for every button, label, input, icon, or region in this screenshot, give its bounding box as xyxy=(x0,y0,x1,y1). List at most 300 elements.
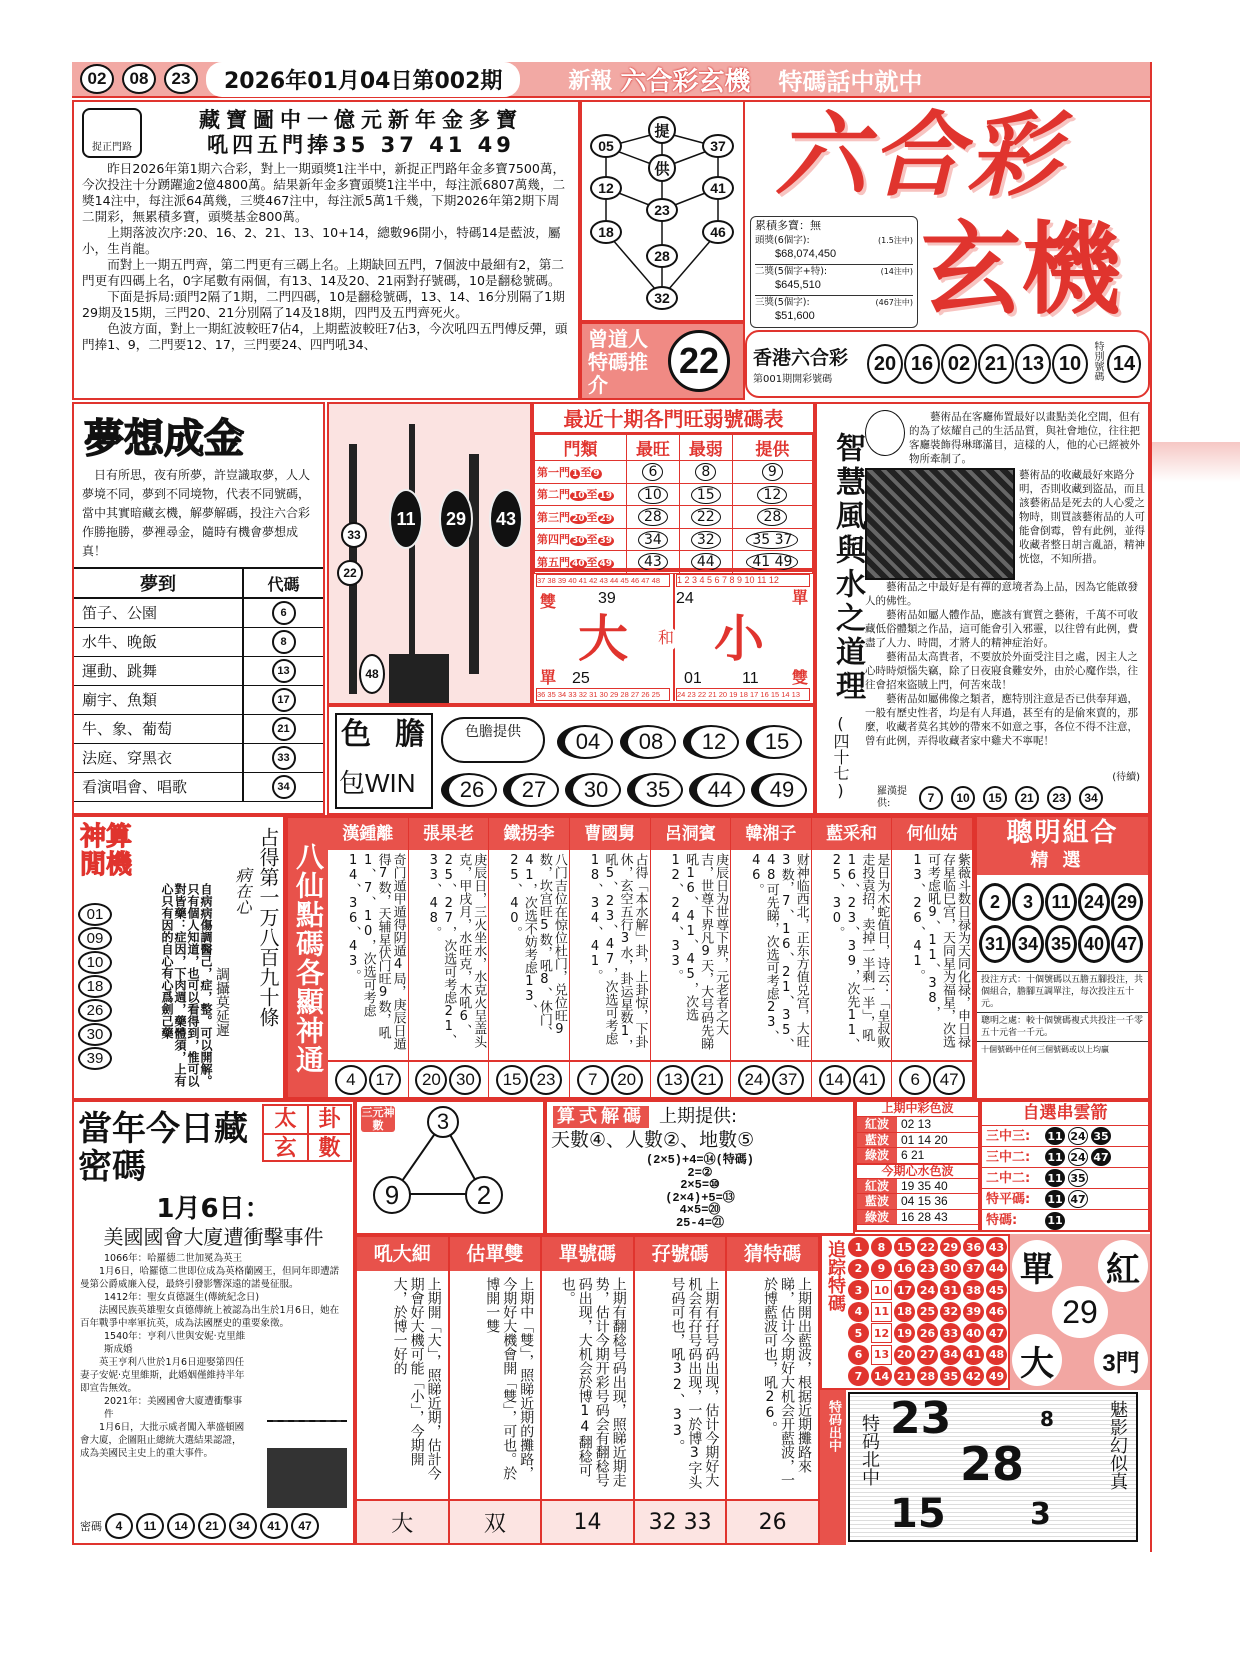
track-ball: 12 xyxy=(871,1323,892,1343)
range-end: 19 xyxy=(599,491,613,502)
combo-row xyxy=(982,1189,1148,1210)
door-name: 第一門 xyxy=(537,465,570,479)
cloud-label: 色膽提供 xyxy=(441,717,545,763)
code-ball: 41 xyxy=(260,1513,288,1539)
table-row xyxy=(74,743,323,772)
combo-ball: 34 xyxy=(1012,925,1044,963)
article-para: 昨日2026年第1期六合彩，對上一期頭獎1注半中，新捉正門路年金多寶7500萬，今次投注十分踴躍逾2億4800萬。結果新年金多寶頭獎1注半中，每注派6807萬幾，二獎14注中，每注派64萬幾，三獎467注中，每注派5萬1千幾，下期2026年第2期下周二開彩，無累積多寶，頭獎基金800萬。 xyxy=(82,161,566,224)
dream-item: 水牛、晚飯 xyxy=(74,627,243,656)
history-para: 1月6日，哈羅德二世即位成為英格蘭國王，但同年即遭諾曼第公爵威廉入侵，最終引發影響深遠的諾曼征服。 xyxy=(80,1266,340,1290)
special-tip-panel xyxy=(580,322,745,400)
triad-ball: 2 xyxy=(465,1176,503,1214)
hot-cell xyxy=(627,528,680,551)
cold-cell xyxy=(679,461,732,484)
track-ball: 33 xyxy=(940,1323,961,1343)
pick-ball: 08 xyxy=(620,725,676,759)
tree-mid-label: 供 xyxy=(648,154,676,182)
combo-ball: 11 xyxy=(1045,1148,1065,1166)
num: 24 xyxy=(676,590,694,607)
cold-number: 8 xyxy=(695,463,716,481)
range-start: 20 xyxy=(572,513,585,524)
wave-numbers: 04 15 36 xyxy=(901,1194,948,1208)
prize-amount: $68,074,450 xyxy=(775,248,837,260)
track-ball: 5 xyxy=(848,1323,869,1343)
wave-label: 紅波 xyxy=(857,1117,897,1132)
result-ball: 13 xyxy=(1015,344,1051,384)
photo-num: 28 xyxy=(960,1437,1025,1491)
photo-collage xyxy=(327,402,532,705)
prize-row xyxy=(755,296,913,327)
track-ball: 47 xyxy=(986,1323,1007,1343)
immortal-text: 庚辰日为世尊下界，元老者之大吉，世尊下界凡9天，大号码先睇吼16、41、45，次选12、24、33。 xyxy=(668,853,729,1050)
combo-ball: 24 xyxy=(1068,1127,1088,1145)
label: 膽 xyxy=(395,717,425,752)
slogan: 特碼話中就中 xyxy=(778,67,923,96)
tip-number: 28 xyxy=(757,508,787,526)
oracle-ball: 10 xyxy=(78,951,112,974)
track-ball: 35 xyxy=(940,1366,961,1386)
immortal-text: 财神临西北，正东方值兑宫，大旺3数，7、16、21、35、48可先睇，次选可考虑23、46。 xyxy=(748,853,809,1051)
immortal-ball: 23 xyxy=(530,1065,562,1095)
section-title: 八仙點碼各顯神通 xyxy=(288,818,328,1097)
range-start: 10 xyxy=(572,491,585,502)
combo-label: 三中二: xyxy=(986,1149,1031,1165)
dream-item: 看演唱會、唱歌 xyxy=(74,772,243,801)
prize-label: 二獎(5個字+特): xyxy=(755,266,828,277)
range-end: 39 xyxy=(599,536,613,547)
door-name: 第三門 xyxy=(537,510,570,524)
collage-ball: 48 xyxy=(359,654,385,694)
slogan: 新報 xyxy=(568,68,613,94)
hot-number: 34 xyxy=(638,531,668,549)
prize-label: 頭獎(6個字): xyxy=(755,235,810,246)
table-row xyxy=(74,714,323,743)
fengshui-article xyxy=(815,402,1150,815)
article-para: 而對上一期五門齊，第二門更有三碼上名。上期缺回五門，7個波中最細有2，第二門更有四碼上名，0字尾數有兩個，有13、14及20、21兩對孖號碼，10是翻稔號碼。 xyxy=(82,257,564,288)
code-ball: 13 xyxy=(272,659,296,683)
combo-title xyxy=(977,817,1148,875)
capitol-illustration xyxy=(267,1420,347,1508)
table-title: 最近十期各門旺弱號碼表 xyxy=(534,404,813,434)
wave-numbers: 19 35 40 xyxy=(901,1178,948,1193)
guess-section xyxy=(355,1235,820,1545)
tip-number: 41 49 xyxy=(746,553,798,571)
range-sep: 至 xyxy=(586,510,598,524)
immortal-ball: 20 xyxy=(415,1065,447,1095)
immortal-name: 曹國舅 xyxy=(570,818,650,850)
result-ball: 21 xyxy=(978,344,1014,384)
track-ball: 38 xyxy=(963,1280,984,1300)
code-ball: 4 xyxy=(105,1513,133,1539)
immortal-text: 占得「本水解」卦，上卦惊，下卦休，玄空五行3水，卦运星数1，吼5、23、47，次选可考虑18、34、41。 xyxy=(587,853,648,1052)
taixuan-box xyxy=(262,1104,352,1162)
tree-ball: 12 xyxy=(590,176,622,200)
logo-line2: 玄機 xyxy=(921,211,1121,328)
range-end: 9 xyxy=(593,468,600,479)
immortal-column xyxy=(570,818,651,1097)
code-cell xyxy=(243,714,323,743)
col-code: 代碼 xyxy=(267,574,300,594)
door-name: 第二門 xyxy=(537,488,570,502)
immortal-ball: 15 xyxy=(496,1065,528,1095)
prize-amount: $645,510 xyxy=(775,279,821,291)
collage-ball: 43 xyxy=(489,489,523,549)
prev-label: 上期提供: xyxy=(659,1106,738,1127)
combo-ball: 3 xyxy=(1012,883,1044,921)
strip: 37 38 39 40 41 42 43 44 45 46 47 48 xyxy=(536,574,670,587)
code-cell xyxy=(243,627,323,656)
collage-ball: 33 xyxy=(341,522,367,548)
wave-label: 綠波 xyxy=(857,1210,897,1225)
summary-big: 大 xyxy=(1012,1334,1062,1386)
prev-values: 天數④、人數②、地數⑤ xyxy=(551,1129,755,1151)
track-ball: 7 xyxy=(848,1366,869,1386)
this-title: 今期心水色波 xyxy=(857,1164,978,1179)
summary-red: 紅 xyxy=(1098,1240,1148,1292)
combo-ball: 47 xyxy=(1091,1148,1111,1166)
guess-title: 孖號碼 xyxy=(635,1237,726,1271)
issue-date: 2026年01月04日第002期 xyxy=(206,62,520,97)
track-ball: 14 xyxy=(871,1366,892,1386)
wave-label: 藍波 xyxy=(857,1133,897,1148)
tip-number: 9 xyxy=(762,463,783,481)
hot-number: 28 xyxy=(638,508,668,526)
code-ball: 8 xyxy=(272,630,296,654)
table-row xyxy=(74,656,323,685)
track-ball: 30 xyxy=(940,1259,961,1279)
track-ball: 39 xyxy=(963,1302,984,1322)
pick-ball: 27 xyxy=(503,773,559,807)
track-ball: 26 xyxy=(917,1323,938,1343)
track-title: 追踪特碼 xyxy=(825,1240,846,1312)
header-cold: 最弱 xyxy=(679,435,732,461)
history-year: 1412年：聖女貞德誕生(傳統紀念日) xyxy=(104,1292,260,1303)
dream-item: 笛子、公園 xyxy=(74,598,243,627)
guess-title: 吼大細 xyxy=(357,1237,448,1271)
dream-section xyxy=(72,402,325,815)
oracle-side: 調攝莫延遲 xyxy=(214,967,230,1037)
combo-benefit: 聰明之處：較十個號碼複式共投注一千零五十元省一千元。 xyxy=(977,1012,1148,1041)
code-cell xyxy=(243,772,323,801)
immortal-numbers xyxy=(731,1060,811,1097)
track-ball: 41 xyxy=(963,1345,984,1365)
immortal-ball: 47 xyxy=(933,1065,965,1095)
tip-ball: 34 xyxy=(1079,786,1103,810)
combo-ball: 47 xyxy=(1111,925,1143,963)
oracle-ball: 30 xyxy=(78,1023,112,1046)
guess-column xyxy=(357,1237,450,1543)
immortal-text: 是日为木蛇值日，诗云：「皇叔败走投袁招，卖掉一半剩一半」，吼16、23、39，次先11、25、30。 xyxy=(829,853,890,1051)
track-ball: 1 xyxy=(848,1237,869,1257)
combo-row xyxy=(982,1147,1148,1168)
equation: 2×5=⑩ xyxy=(680,1178,720,1192)
oracle-ball: 09 xyxy=(78,927,112,950)
cold-cell xyxy=(679,483,732,506)
pick-ball: 15 xyxy=(746,725,802,759)
wave-numbers: 6 21 xyxy=(901,1148,925,1162)
combo-title-text: 聰明組合 xyxy=(1006,818,1119,848)
tree-ball: 41 xyxy=(702,176,734,200)
num: 11 xyxy=(742,670,759,687)
article-para: 藝術品的收藏最好來路分明，否則收藏到盜品，而且該藝術品是死去的人心愛之物時，則買該藝術品的人可能會倒霉，曾有此例，並得收藏者整日胡言亂語，精神恍惚，不知所措。 xyxy=(1019,469,1145,565)
code-cell xyxy=(243,685,323,714)
combo-label: 三中三: xyxy=(986,1128,1031,1144)
guess-text: 上期中「雙」，照睇近期的攤路，今期好大機會開「雙」，可也。於博開一雙 xyxy=(484,1277,535,1480)
combo-ball: 11 xyxy=(1045,1127,1065,1145)
cold-number: 44 xyxy=(691,553,721,571)
tip-number: 12 xyxy=(757,486,787,504)
code-ball: 21 xyxy=(272,717,296,741)
wave-numbers: 01 14 20 xyxy=(901,1132,948,1147)
wave-numbers: 02 13 xyxy=(901,1117,932,1131)
taixuan-char: 卦 xyxy=(307,1106,350,1133)
illustration xyxy=(865,468,1015,580)
immortal-numbers xyxy=(489,1060,569,1097)
logo-text: 捉正門路 xyxy=(92,142,132,153)
collage-illustration xyxy=(329,404,532,705)
immortal-column xyxy=(409,818,490,1097)
immortal-ball: 24 xyxy=(738,1065,770,1095)
combo-ball: 47 xyxy=(1068,1190,1088,1208)
collage-ball: 29 xyxy=(439,489,473,549)
header-ball: 08 xyxy=(122,64,156,94)
wave-row xyxy=(857,1133,978,1149)
history-para: 1月6日，大批示威者闖入華盛頓國會大廈，企圖阻止總統大選結果認證，成為美國民主史上的重大事件。 xyxy=(80,1422,245,1459)
photo-right: 魅影幻似真 xyxy=(1107,1400,1128,1490)
custom-combo-title: 自選串雲箭 xyxy=(982,1102,1148,1126)
strip: 24 23 22 21 20 19 18 17 16 15 14 13 xyxy=(676,688,810,701)
tip-cell xyxy=(732,483,812,506)
track-ball: 31 xyxy=(940,1280,961,1300)
immortal-ball: 17 xyxy=(369,1065,401,1095)
triad-ball: 3 xyxy=(427,1106,459,1138)
range-start: 30 xyxy=(572,536,585,547)
label-even: 雙 xyxy=(792,670,809,687)
prize-winners: (1.5注中) xyxy=(878,236,913,245)
wave-label: 藍波 xyxy=(857,1194,897,1209)
tree-diagram xyxy=(580,100,745,322)
track-ball: 19 xyxy=(894,1323,915,1343)
immortal-name: 何仙姑 xyxy=(892,818,972,850)
pick-ball: 49 xyxy=(751,773,807,807)
guess-column xyxy=(450,1237,543,1543)
label: 包WIN xyxy=(339,768,416,798)
combo-ball: 24 xyxy=(1078,883,1110,921)
label-odd: 單 xyxy=(792,590,809,607)
special-ball: 14 xyxy=(1107,345,1141,383)
tip-label: 曾道人特碼推介 xyxy=(588,327,648,397)
immortal-column xyxy=(489,818,570,1097)
oracle-ball: 01 xyxy=(78,903,112,926)
cold-number: 22 xyxy=(691,508,721,526)
article-para: 色波方面，對上一期紅波較旺7佔4，上期藍波較旺7佔3，今次吼四五門傅反彈，頭門捧1、9，二門要12、17，三門要24、四門吼34、 xyxy=(82,321,568,352)
header-ball: 23 xyxy=(164,64,198,94)
immortal-ball: 13 xyxy=(657,1065,689,1095)
custom-combo xyxy=(980,1100,1150,1232)
combo-ball: 2 xyxy=(979,883,1011,921)
summary-number: 29 xyxy=(1052,1286,1108,1338)
big-small-panel xyxy=(532,570,815,705)
guess-text: 上期開「大」，照睇近期，估計今期會好大機可能「小」，今期開大，於博一好的 xyxy=(391,1277,442,1480)
label-even: 雙 xyxy=(540,594,557,611)
table-row xyxy=(535,461,813,484)
dream-title: 夢想成金 xyxy=(84,416,244,462)
tip-ball: 10 xyxy=(951,786,975,810)
guess-answer: 32 33 xyxy=(635,1499,726,1543)
combo-row xyxy=(982,1126,1148,1147)
tree-top-label: 提 xyxy=(648,116,676,144)
table-row xyxy=(74,685,323,714)
immortal-column xyxy=(892,818,972,1097)
num: 39 xyxy=(598,590,616,607)
guess-title: 猜特碼 xyxy=(727,1237,818,1271)
result-ball: 02 xyxy=(941,344,977,384)
immortal-ball: 37 xyxy=(772,1065,804,1095)
wave-row xyxy=(857,1148,978,1164)
guess-text: 上期有孖号码出现，估计今期好大机会有孖号码出现，一於博3字头号码可也，吼32、33。 xyxy=(669,1277,720,1489)
history-para: 英王亨利八世於1月6日迎娶第四任妻子安妮·克里維斯，此婚姻僅維持半年即宣告無效。 xyxy=(80,1357,245,1394)
pick-ball: 30 xyxy=(565,773,621,807)
combo-ball: 11 xyxy=(1045,1169,1065,1187)
pick-ball: 04 xyxy=(557,725,613,759)
oracle-section xyxy=(72,815,285,1100)
article-para: 下面是拆局:頭門2隔了1期，二門四碼，10是翻稔號碼，13、14、16分別隔了1期29期及15期，三門20、21分別隔了14及18期，四門及五門齊死火。 xyxy=(82,289,565,320)
history-headline: 美國國會大廈遭衝擊事件 xyxy=(103,1225,324,1249)
dream-item: 牛、象、葡萄 xyxy=(74,714,243,743)
portrait-icon xyxy=(865,410,905,456)
article-para: 藝術品如屬佛像之類者，應特別注意是否已供奉拜過，一般有歷史性者，均是有人拜過，甚至有的是偷來賣的，那麼，收藏者莫名其妙的帶來不如意之事，各位不得不注意，曾有此例，弄得收藏者家中雞犬不寧呢！ xyxy=(865,693,1138,747)
code-ball: 17 xyxy=(272,688,296,712)
immortal-name: 漢鍾離 xyxy=(328,818,408,850)
equation: (2×5)+4=⑭(特碼) xyxy=(645,1153,754,1167)
header-tip: 提供 xyxy=(732,435,812,461)
tree-ball: 05 xyxy=(590,134,622,158)
immortal-name: 張果老 xyxy=(409,818,489,850)
table-row xyxy=(535,528,813,551)
guess-title: 估單雙 xyxy=(450,1237,541,1271)
article-title: 智慧風與水之道理 xyxy=(830,432,865,704)
track-special xyxy=(820,1234,1010,1390)
tip-number: 35 37 xyxy=(746,531,798,549)
immortal-ball: 21 xyxy=(691,1065,723,1095)
cold-number: 15 xyxy=(691,486,721,504)
summary-panel xyxy=(1010,1234,1150,1390)
track-ball: 24 xyxy=(917,1280,938,1300)
immortal-column xyxy=(731,818,812,1097)
track-ball: 6 xyxy=(848,1345,869,1365)
immortal-text: 紫薇斗数日禄为天同化禄，申日禄存星临巳宫，天同星为福星，次选可考虑吼9、11、38，13、26、41。 xyxy=(910,853,970,1048)
tree-ball: 18 xyxy=(590,220,622,244)
track-ball: 49 xyxy=(986,1366,1007,1386)
subheadline: 吼四五門捧35 37 41 49 xyxy=(207,133,515,157)
tree-ball: 32 xyxy=(646,286,678,310)
immortal-ball: 6 xyxy=(899,1065,931,1095)
table-row xyxy=(74,598,323,627)
code-cell xyxy=(243,598,323,627)
result-ball: 20 xyxy=(867,344,903,384)
summary-odd: 單 xyxy=(1012,1240,1062,1292)
code-cell xyxy=(243,743,323,772)
code-ball: 21 xyxy=(198,1513,226,1539)
door-name: 第四門 xyxy=(537,533,570,547)
article-para: 藝術品如屬人體作品，應該有實質之藝術，千萬不可收藏低俗體類之作品，這可能會引入邪靈，以往曾有此例，費盡了人力、時間，才將人的精神症治好。 xyxy=(865,609,1138,649)
last-title: 上期中彩色波 xyxy=(857,1102,978,1117)
code-ball: 47 xyxy=(291,1513,319,1539)
immortal-text: 八门吉位在惊位杜门，兑位旺9数，坎宫旺5数，吼8、休门、41，次选不妨考虑13、25、40。 xyxy=(506,853,567,1039)
cold-cell xyxy=(679,528,732,551)
label-big: 大 xyxy=(578,611,628,667)
pick-ball: 26 xyxy=(441,773,497,807)
track-ball: 42 xyxy=(963,1366,984,1386)
guess-text: 上期有翻稔号码出现，照睇近期走势，估计今期开彩号码会有翻稔号码出现，大机会於博14翻稔可也。 xyxy=(559,1277,627,1487)
track-ball: 25 xyxy=(917,1302,938,1322)
dream-table xyxy=(74,567,323,802)
track-ball: 23 xyxy=(917,1259,938,1279)
oracle-poem: 病在心 xyxy=(233,867,252,915)
track-ball: 44 xyxy=(986,1259,1007,1279)
guess-answer: 26 xyxy=(727,1499,818,1543)
guess-answer: 14 xyxy=(542,1499,633,1543)
range-sep: 至 xyxy=(586,533,598,547)
taixuan-char: 玄 xyxy=(264,1133,307,1162)
guess-column xyxy=(542,1237,635,1543)
range-sep: 至 xyxy=(586,555,598,569)
track-ball: 10 xyxy=(871,1280,892,1300)
draw-result xyxy=(745,330,1150,398)
combo-ball: 35 xyxy=(1068,1169,1088,1187)
tree-ball: 23 xyxy=(646,198,678,222)
cold-number: 32 xyxy=(691,531,721,549)
combo-ball: 35 xyxy=(1045,925,1077,963)
hot-cell xyxy=(627,483,680,506)
history-year: 1540年：亨利八世與安妮·克里維斯成婚 xyxy=(104,1331,246,1355)
equation: (2×4)+5=⑬ xyxy=(665,1190,735,1205)
combo-note: 十個號碼中任何三個號碼或以上均贏 xyxy=(977,1041,1148,1057)
track-ball: 34 xyxy=(940,1345,961,1365)
tip-ball: 15 xyxy=(983,786,1007,810)
immortal-numbers xyxy=(328,1060,408,1097)
article-para: 上期落波次序:20、16、2、21、13、10+14，總數96開小，特碼14是藍波，屬小，生肖龍。 xyxy=(82,225,561,256)
provider-label: 羅漢提供: xyxy=(877,786,907,809)
label-small: 小 xyxy=(714,611,764,667)
photo-num: 23 xyxy=(890,1393,952,1444)
guess-title: 單號碼 xyxy=(542,1237,633,1271)
photo-num: 15 xyxy=(890,1491,946,1537)
special-label: 特別號碼 xyxy=(1092,341,1103,381)
tip-cell xyxy=(732,506,812,529)
formula-section xyxy=(545,1100,855,1235)
immortal-name: 韓湘子 xyxy=(731,818,811,850)
track-ball: 29 xyxy=(940,1237,961,1257)
immortal-ball: 41 xyxy=(853,1065,885,1095)
pick-ball: 44 xyxy=(689,773,745,807)
pick-ball: 12 xyxy=(683,725,739,759)
guess-column xyxy=(635,1237,728,1543)
guess-text: 上期開出藍波，根据近期攤路來睇，估计今期好大机会开藍波，一於博藍波可也，吼26。 xyxy=(761,1277,812,1487)
strip: 36 35 34 33 32 31 30 29 28 27 26 25 xyxy=(536,688,670,701)
logo-stamp xyxy=(82,108,142,158)
track-ball: 28 xyxy=(917,1366,938,1386)
code-ball: 14 xyxy=(167,1513,195,1539)
prize-label: 三獎(5個字): xyxy=(755,297,810,308)
guess-answer: 双 xyxy=(450,1499,541,1543)
photo-num: 8 xyxy=(1040,1407,1054,1431)
code-ball: 11 xyxy=(136,1513,164,1539)
seduan-balls xyxy=(441,719,813,809)
tip-cell xyxy=(732,528,812,551)
code-ball: 34 xyxy=(229,1513,257,1539)
immortal-name: 藍采和 xyxy=(812,818,892,850)
